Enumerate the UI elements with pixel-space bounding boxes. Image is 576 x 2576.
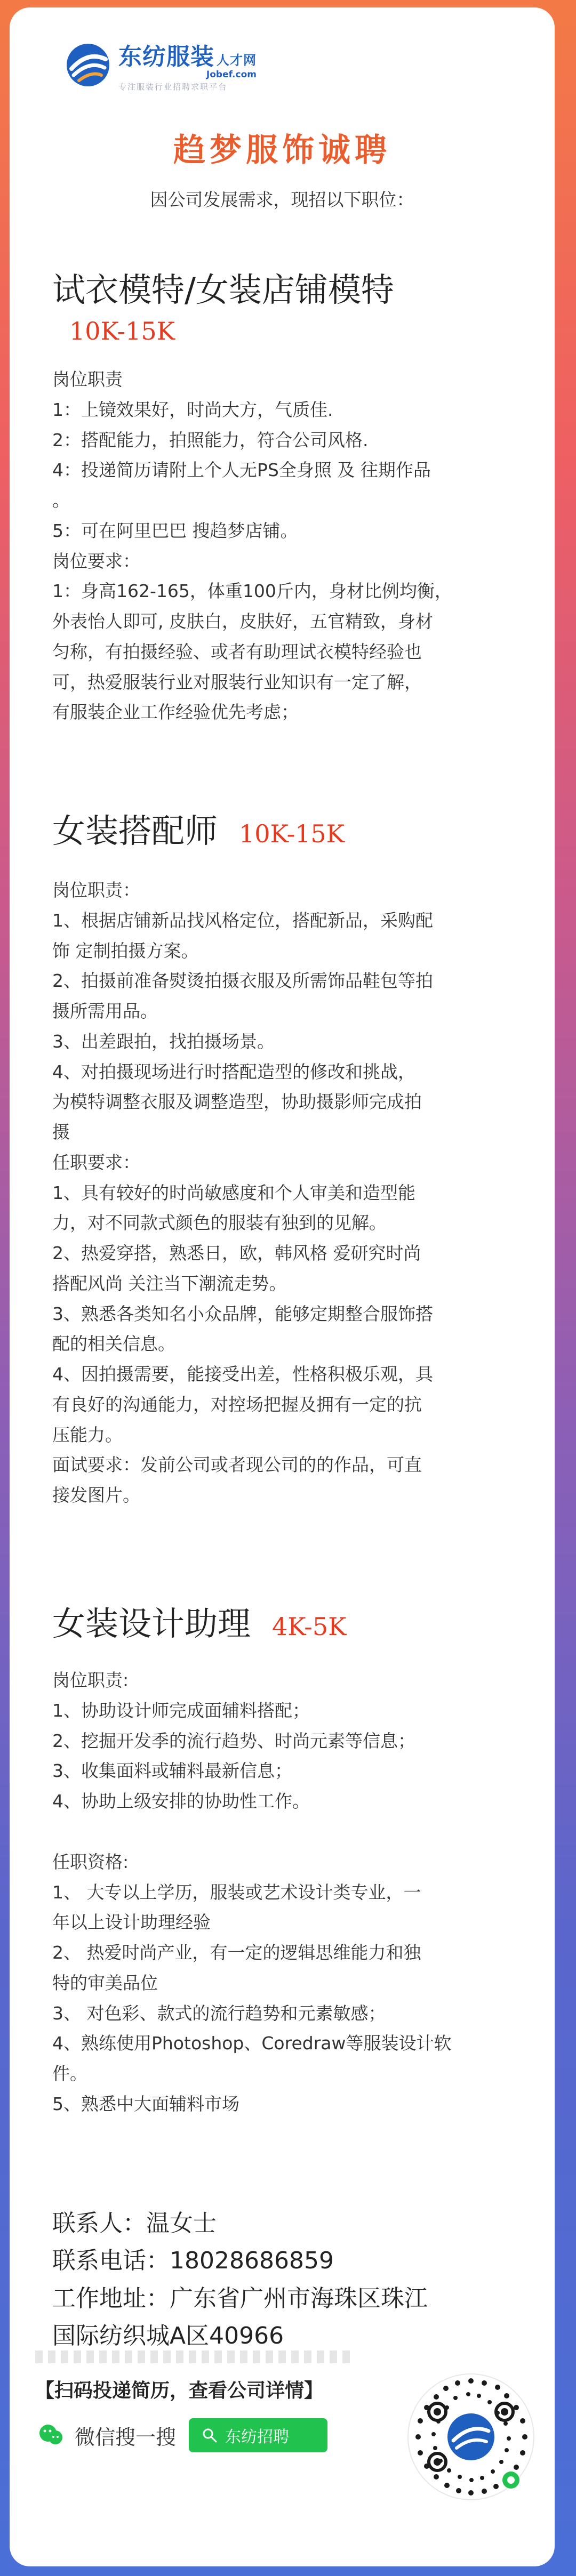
wechat-search-button[interactable] xyxy=(189,2418,327,2452)
text-line: 岗位要求： xyxy=(52,550,140,571)
text-line: 4、对拍摄现场进行时搭配造型的修改和挑战， xyxy=(52,1061,415,1082)
search-icon xyxy=(202,2427,218,2443)
text-line: 搭配风尚 关注当下潮流走势。 xyxy=(52,1273,287,1294)
logo-suffix: 人才网 xyxy=(217,53,257,68)
text-line: 1：身高162-165，体重100斤内，身材比例均衡， xyxy=(52,581,452,602)
page-subtitle: 因公司发展需求，现招以下职位： xyxy=(150,189,414,210)
text-line: 岗位职责 xyxy=(52,369,123,390)
divider xyxy=(35,2350,355,2363)
search-button-label: 东纺招聘 xyxy=(225,2428,290,2446)
job-title-2 xyxy=(52,804,345,852)
contact-address-cont: 国际纺织城A区40966 xyxy=(52,2322,284,2350)
logo-name: 东纺服装 xyxy=(118,43,214,70)
wechat-search-label: 微信搜一搜 xyxy=(75,2425,177,2449)
text-line: 2：搭配能力，拍照能力，符合公司风格. xyxy=(52,429,369,450)
text-line: 1、具有较好的时尚敏感度和个人审美和造型能 xyxy=(52,1182,415,1203)
text-line: 。 xyxy=(52,490,70,511)
job-title-1: 试衣模特/女装店铺模特 xyxy=(52,270,394,309)
job-title-text: 女装设计助理 xyxy=(52,1604,251,1643)
text-line: 任职要求： xyxy=(52,1152,140,1173)
text-line: 摄 xyxy=(52,1122,70,1142)
text-line: 有服装企业工作经验优先考虑； xyxy=(52,702,299,723)
text-line: 匀称，有拍摄经验、或者有助理试衣模特经验也 xyxy=(52,641,422,662)
contact-info xyxy=(52,2205,428,2355)
wechat-search-row xyxy=(35,2418,327,2452)
text-line: 压能力。 xyxy=(52,1424,123,1445)
text-line: 3、 对色彩、款式的流行趋势和元素敏感； xyxy=(52,2002,386,2024)
text-line: 力，对不同款式颜色的服装有独到的见解。 xyxy=(52,1212,387,1234)
contact-address: 工作地址：广东省广州市海珠区珠江 xyxy=(52,2284,428,2312)
poster-card xyxy=(10,7,555,2566)
job-salary-3: 4K-5K xyxy=(272,1612,347,1641)
dongfang-logo-icon xyxy=(64,41,112,89)
text-line: 1：上镜效果好，时尚大方，气质佳. xyxy=(52,399,333,420)
text-line: 2、热爱穿搭，熟悉日，欧，韩风格 爱研究时尚 xyxy=(52,1243,421,1263)
text-line: 任职资格: xyxy=(52,1851,129,1872)
logo-slogan: 专注服装行业招聘求职平台 xyxy=(118,82,228,92)
text-line: 1、协助设计师完成面辅料搭配； xyxy=(52,1700,310,1721)
text-line: 5、熟悉中大面辅料市场 xyxy=(52,2093,239,2114)
spacer xyxy=(52,1817,532,1847)
wechat-search-icon xyxy=(35,2419,67,2451)
text-line: 面试要求：发前公司或者现公司的的作品，可直 xyxy=(52,1454,422,1476)
text-line: 4、协助上级安排的协助性工作。 xyxy=(52,1791,310,1812)
text-line: 2、 热爱时尚产业，有一定的逻辑思维能力和独 xyxy=(52,1942,421,1963)
text-line: 可，热爱服装行业对服装行业知识有一定了解， xyxy=(52,671,422,693)
job-description-1 xyxy=(52,365,532,728)
job-title-3 xyxy=(52,1597,346,1645)
job-salary-1: 10K-15K xyxy=(69,317,175,345)
text-line: 为模特调整衣服及调整造型，协助摄影师完成拍 xyxy=(52,1091,422,1113)
job-title-text: 女装搭配师 xyxy=(52,811,218,850)
text-line: 3、收集面料或辅料最新信息； xyxy=(52,1760,292,1782)
text-line: 外表怡人即可, 皮肤白，皮肤好，五官精致，身材 xyxy=(52,611,433,632)
text-line: 摄所需用品。 xyxy=(52,1001,158,1021)
contact-phone[interactable]: 联系电话：18028686859 xyxy=(52,2247,334,2275)
text-line: 1、 大专以上学历，服装或艺术设计类专业，一 xyxy=(52,1881,421,1903)
page-title: 趋梦服饰诚聘 xyxy=(173,132,391,169)
text-line: 2、拍摄前准备熨烫拍摄衣服及所需饰品鞋包等拍 xyxy=(52,970,433,992)
job-description-3 xyxy=(52,1665,532,2120)
text-line: 岗位职责: xyxy=(52,1670,129,1690)
text-line: 4：投递简历请附上个人无PS全身照 及 往期作品 xyxy=(52,460,431,481)
contact-person: 联系人：温女士 xyxy=(52,2210,217,2237)
text-line: 5：可在阿里巴巴 搜趋梦店铺。 xyxy=(52,520,298,541)
text-line: 接发图片。 xyxy=(52,1485,140,1506)
logo-url: Jobef.com xyxy=(206,69,257,80)
scan-prompt: 【扫码投递简历，查看公司详情】 xyxy=(35,2380,324,2402)
text-line: 2、挖掘开发季的流行趋势、时尚元素等信息； xyxy=(52,1730,415,1751)
text-line: 饰 定制拍摄方案。 xyxy=(52,940,199,961)
job-salary-2: 10K-15K xyxy=(239,819,345,848)
qr-code[interactable] xyxy=(404,2370,538,2503)
text-line: 3、熟悉各类知名小众品牌，能够定期整合服饰搭 xyxy=(52,1303,433,1324)
text-line: 3、出差跟拍，找拍摄场景。 xyxy=(52,1031,275,1052)
text-line: 岗位职责： xyxy=(52,880,140,900)
text-line: 有良好的沟通能力，对控场把握及拥有一定的抗 xyxy=(52,1394,422,1415)
text-line: 4、因拍摄需要，能接受出差，性格积极乐观，具 xyxy=(52,1364,433,1384)
text-line: 件。 xyxy=(52,2063,87,2084)
text-line: 配的相关信息。 xyxy=(52,1333,175,1355)
text-line: 年以上设计助理经验 xyxy=(52,1912,211,1933)
brand-logo xyxy=(64,37,257,92)
text-line: 特的审美品位 xyxy=(52,1972,158,1993)
text-line: 4、熟练使用Photoshop、Coredraw等服装设计软 xyxy=(52,2033,452,2054)
job-description-2 xyxy=(52,875,532,1511)
text-line: 1、根据店铺新品找风格定位，搭配新品，采购配 xyxy=(52,909,433,931)
